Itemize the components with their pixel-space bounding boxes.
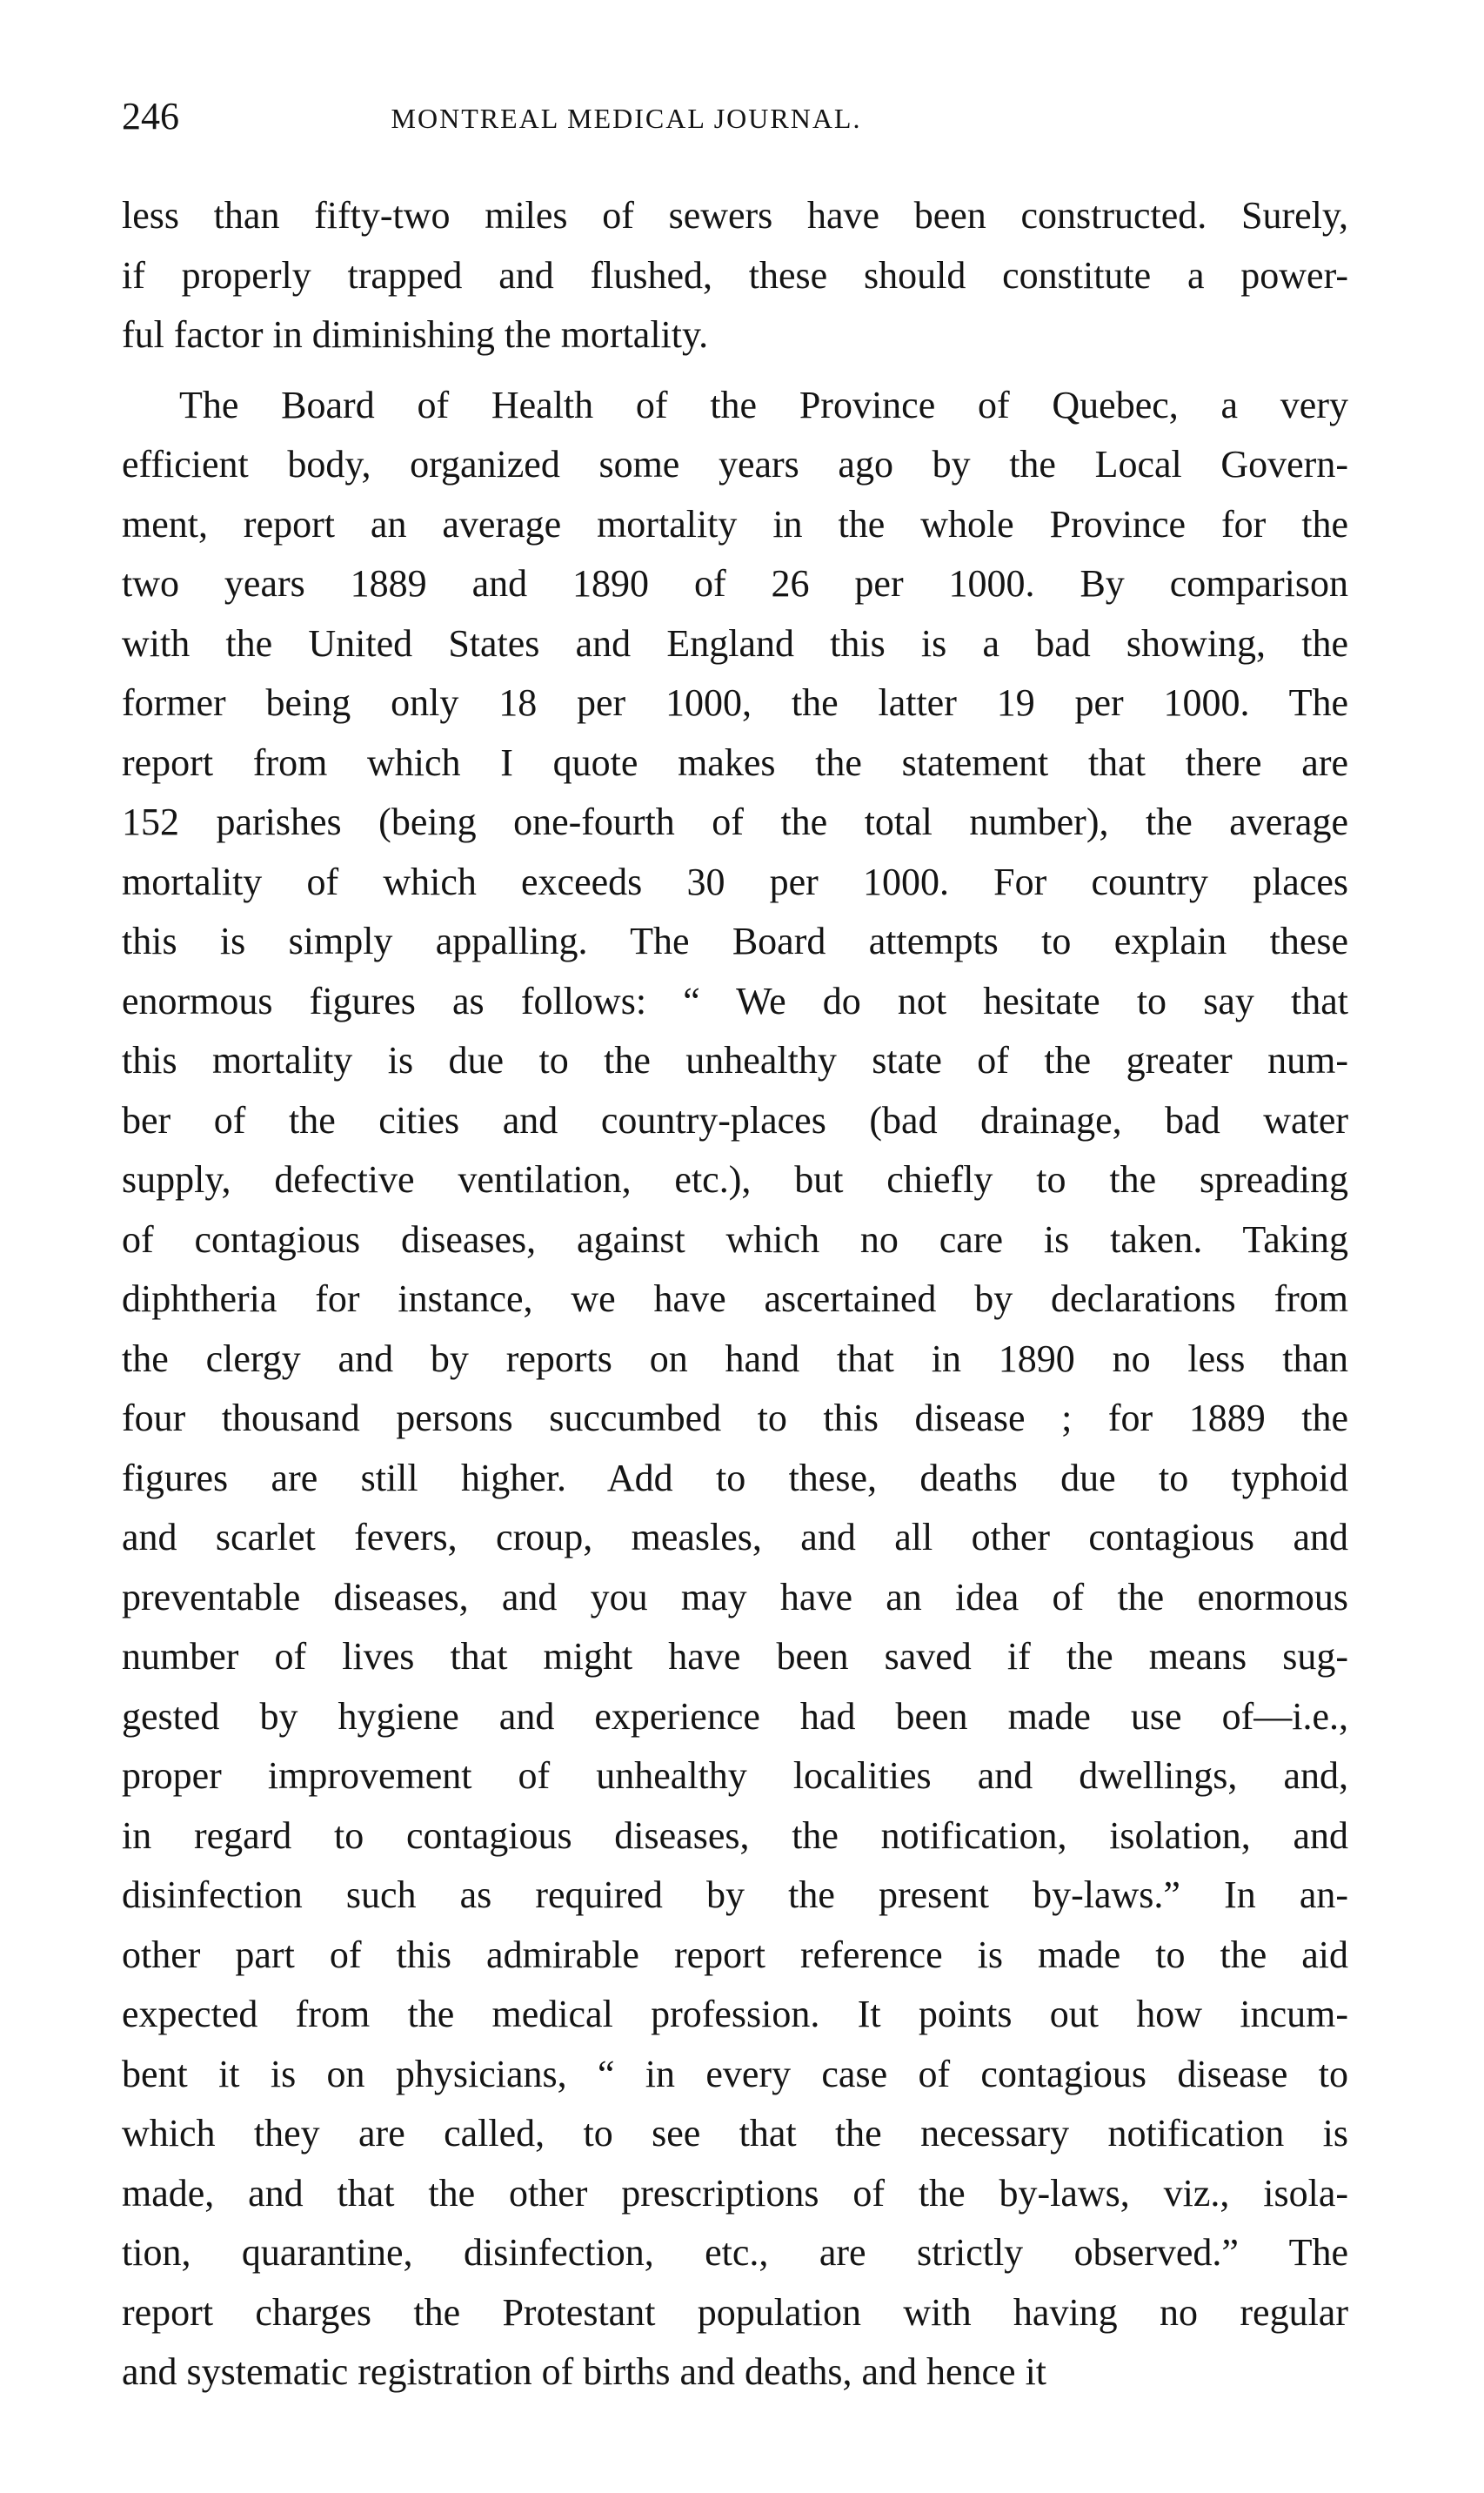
- text-line: The Board of Health of the Province of Quebec, a very: [179, 383, 1348, 426]
- text-line: number of lives that might have been saved if the means sug-: [122, 1635, 1348, 1678]
- body-text: [122, 186, 1348, 2403]
- text-line: tion, quarantine, disinfection, etc., are strictly observed.” The: [122, 2231, 1348, 2274]
- text-line: proper improvement of unhealthy localities and dwellings, and,: [122, 1754, 1348, 1797]
- page-number: 246: [122, 95, 179, 137]
- text-line: ber of the cities and country-places (bad drainage, bad water: [122, 1098, 1348, 1142]
- text-line: if properly trapped and flushed, these should constitute a power-: [122, 253, 1348, 297]
- text-line: of contagious diseases, against which no care is taken. Taking: [122, 1217, 1348, 1261]
- text-line: supply, defective ventilation, etc.), but chiefly to the spreading: [122, 1158, 1348, 1201]
- text-line: made, and that the other prescriptions of the by-laws, viz., isola-: [122, 2171, 1348, 2215]
- text-line: figures are still higher. Add to these, deaths due to typhoid: [122, 1456, 1348, 1499]
- text-line: enormous figures as follows: “ We do not hesitate to say that: [122, 979, 1348, 1022]
- text-line: preventable diseases, and you may have an idea of the enormous: [122, 1575, 1348, 1618]
- text-line: with the United States and England this is a bad showing, the: [122, 621, 1348, 665]
- text-line: this mortality is due to the unhealthy state of the greater num-: [122, 1039, 1348, 1082]
- text-line: other part of this admirable report reference is made to the aid: [122, 1933, 1348, 1976]
- text-line: ment, report an average mortality in the whole Province for the: [122, 502, 1348, 546]
- text-line: the clergy and by reports on hand that in 1890 no less than: [122, 1337, 1348, 1380]
- text-line: four thousand persons succumbed to this disease ; for 1889 the: [122, 1397, 1348, 1439]
- text-line: 152 parishes (being one-fourth of the total number), the average: [122, 801, 1348, 843]
- text-line: disinfection such as required by the present by-laws.” In an-: [122, 1873, 1348, 1916]
- paragraph: [122, 186, 1348, 365]
- text-line: diphtheria for instance, we have ascertained by declarations from: [122, 1277, 1348, 1320]
- text-line: which they are called, to see that the necessary notification is: [122, 2112, 1348, 2155]
- text-line: former being only 18 per 1000, the latter 19 per 1000. The: [122, 681, 1348, 724]
- text-line: bent it is on physicians, “ in every case of contagious disease to: [122, 2052, 1348, 2095]
- text-line: report charges the Protestant population with having no regular: [122, 2290, 1348, 2334]
- text-line: this is simply appalling. The Board attempts to explain these: [122, 920, 1348, 962]
- text-line: gested by hygiene and experience had been made use of—i.e.,: [122, 1694, 1348, 1738]
- text-line: mortality of which exceeds 30 per 1000. For country places: [122, 860, 1348, 903]
- text-line: expected from the medical profession. It points out how incum-: [122, 1993, 1348, 2035]
- text-line: and scarlet fevers, croup, measles, and all other contagious and: [122, 1516, 1348, 1558]
- text-line: two years 1889 and 1890 of 26 per 1000. By comparison: [122, 562, 1348, 605]
- text-line: report from which I quote makes the statement that there are: [122, 741, 1348, 784]
- running-head: [122, 90, 1357, 143]
- text-line: and systematic registration of births and deaths, and hence it: [122, 2350, 1047, 2393]
- text-line: in regard to contagious diseases, the notification, isolation, and: [122, 1813, 1348, 1857]
- journal-title: MONTREAL MEDICAL JOURNAL.: [391, 103, 862, 134]
- paragraph: [122, 376, 1348, 2403]
- text-line: efficient body, organized some years ago by the Local Govern-: [122, 443, 1348, 486]
- text-line: ful factor in diminishing the mortality.: [122, 313, 709, 356]
- text-line: less than fifty-two miles of sewers have been constructed. Surely,: [122, 194, 1348, 237]
- paragraph-gap: [122, 365, 1348, 376]
